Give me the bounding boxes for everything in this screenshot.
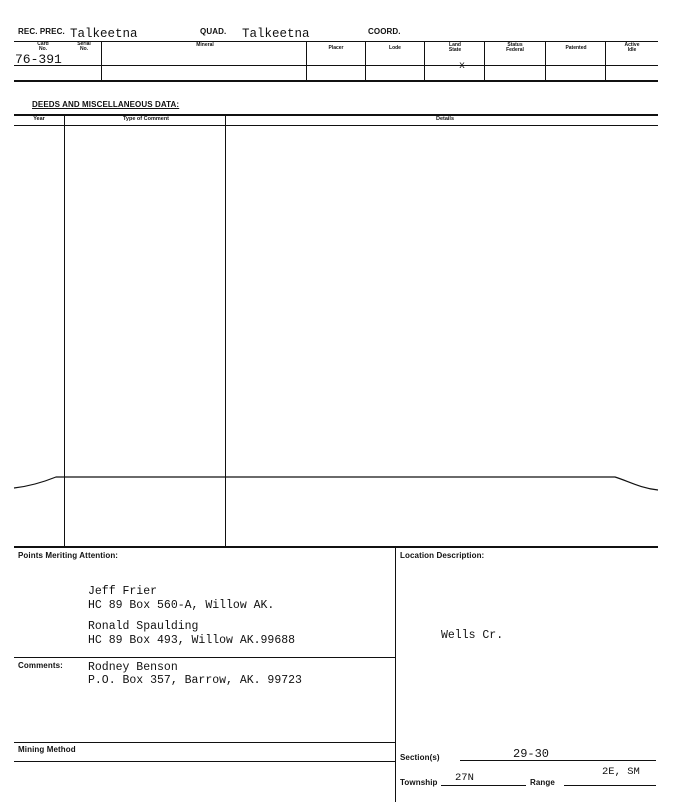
type-of-comment-column-header: Type of Comment xyxy=(122,116,170,122)
land-state-header: Land State xyxy=(448,42,462,53)
point-entry-address: HC 89 Box 560-A, Willow AK. xyxy=(88,599,275,612)
point-entry-name: Jeff Frier xyxy=(88,585,158,598)
quad-label: QUAD. xyxy=(200,27,227,36)
rec-prec-label: REC. PREC. xyxy=(18,27,65,36)
township-value: 27N xyxy=(455,772,474,784)
serial-no-header: Serial No. xyxy=(77,41,91,52)
point-entry-name: Ronald Spaulding xyxy=(88,620,199,633)
rec-prec-value: Talkeetna xyxy=(70,27,138,41)
deeds-section-title: DEEDS AND MISCELLANEOUS DATA: xyxy=(32,100,180,109)
coord-label: COORD. xyxy=(368,27,401,36)
card-no-header: Card No. xyxy=(37,41,49,52)
comments-label: Comments: xyxy=(18,661,63,670)
location-description-label: Location Description: xyxy=(400,551,485,560)
details-column-header: Details xyxy=(435,116,455,122)
card-no-value: 76-391 xyxy=(15,52,62,67)
year-column-header: Year xyxy=(33,116,45,122)
township-label: Township xyxy=(400,778,438,787)
quad-value: Talkeetna xyxy=(242,27,310,41)
points-meriting-attention-label: Points Meriting Attention: xyxy=(18,551,119,560)
range-value: 2E, SM xyxy=(602,766,640,778)
mineral-header: Mineral xyxy=(196,42,214,48)
status-federal-header: Status Federal xyxy=(506,42,524,53)
point-entry-address: HC 89 Box 493, Willow AK.99688 xyxy=(88,634,296,647)
comments-address: P.O. Box 357, Barrow, AK. 99723 xyxy=(88,674,302,687)
sections-label: Section(s) xyxy=(400,753,440,762)
placer-header: Placer xyxy=(328,45,344,51)
active-idle-header: Active Idle xyxy=(624,42,640,53)
range-label: Range xyxy=(530,778,555,787)
comments-name: Rodney Benson xyxy=(88,661,178,674)
location-description-value: Wells Cr. xyxy=(441,629,504,642)
patented-header: Patented xyxy=(565,45,587,51)
mining-method-label: Mining Method xyxy=(18,745,76,754)
land-state-mark: x xyxy=(459,61,466,72)
sections-value: 29-30 xyxy=(513,747,550,761)
lode-header: Lode xyxy=(389,45,401,51)
